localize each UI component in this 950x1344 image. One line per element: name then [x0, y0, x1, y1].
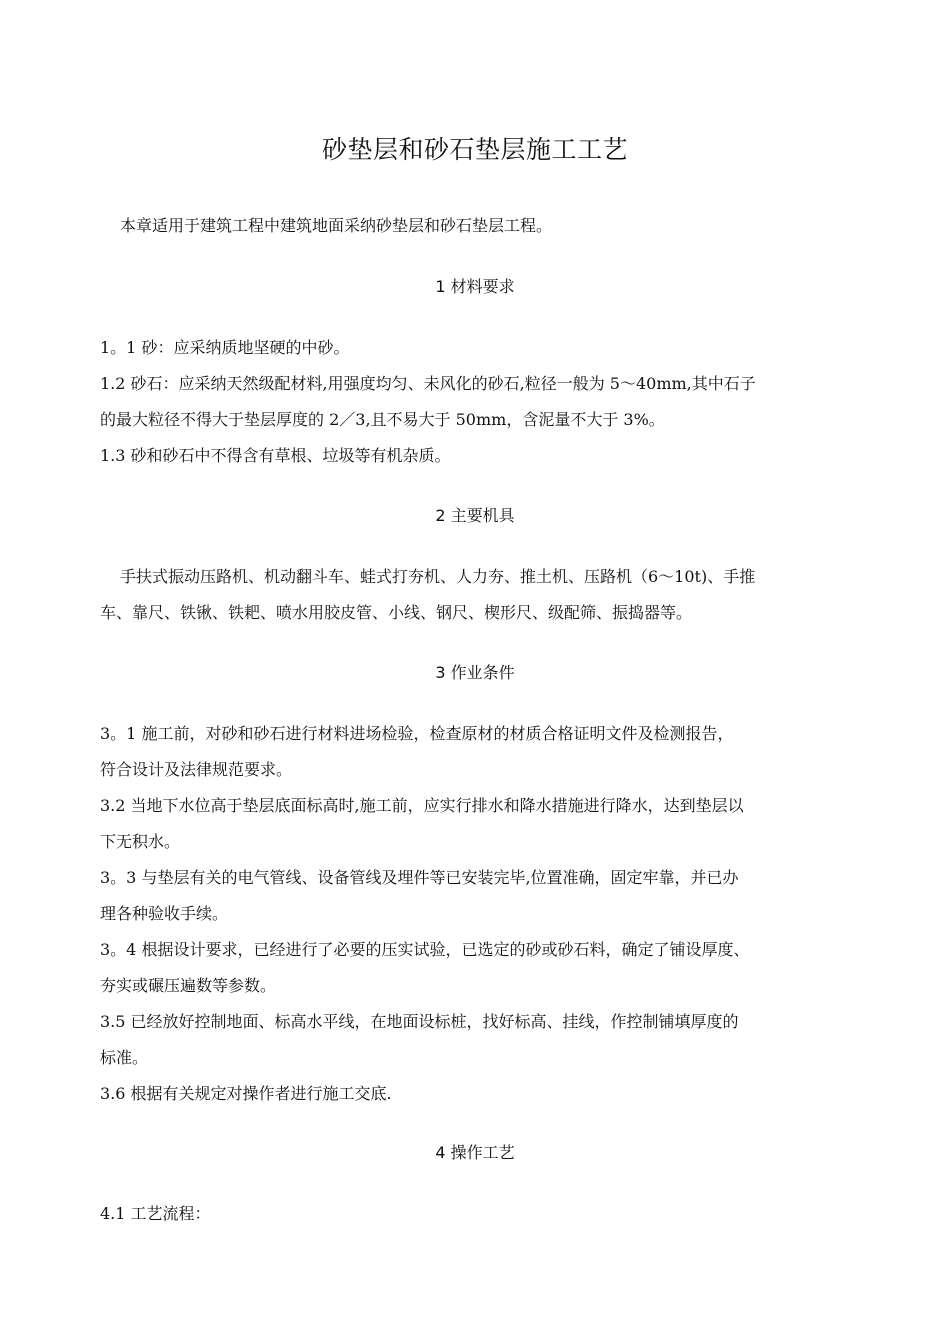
paragraph-line: 3.6 根据有关规定对操作者进行施工交底. — [100, 1084, 392, 1103]
paragraph-line: 标准。 — [100, 1048, 149, 1067]
paragraph-line: 1。1 砂：应采纳质地坚硬的中砂。 — [100, 338, 350, 357]
paragraph-line: 1.3 砂和砂石中不得含有草根、垃圾等有机杂质。 — [100, 446, 451, 465]
paragraph-line: 车、靠尺、铁锹、铁耙、喷水用胶皮管、小线、钢尺、楔形尺、级配筛、振捣器等。 — [100, 603, 693, 622]
paragraph-line: 3.5 已经放好控制地面、标高水平线，在地面设标桩，找好标高、挂线，作控制铺填厚度的 — [100, 1012, 739, 1031]
section-heading-conditions: 3 作业条件 — [435, 663, 515, 682]
paragraph-line: 3。1 施工前，对砂和砂石进行材料进场检验，检查原材的材质合格证明文件及检测报告， — [100, 724, 734, 743]
paragraph-line: 符合设计及法律规范要求。 — [100, 760, 293, 779]
section-heading-process: 4 操作工艺 — [435, 1143, 515, 1162]
document-title: 砂垫层和砂石垫层施工工艺 — [321, 135, 628, 164]
paragraph-line: 3。3 与垫层有关的电气管线、设备管线及埋件等已安装完毕,位置准确，固定牢靠，并已办 — [100, 868, 739, 887]
paragraph-line: 3.2 当地下水位高于垫层底面标高时,施工前，应实行排水和降水措施进行降水，达到垫层以 — [100, 796, 744, 815]
intro-paragraph: 本章适用于建筑工程中建筑地面采纳砂垫层和砂石垫层工程。 — [120, 216, 553, 235]
section-heading-equipment: 2 主要机具 — [435, 506, 515, 525]
paragraph-line: 3。4 根据设计要求，已经进行了必要的压实试验，已选定的砂或砂石料，确定了铺设厚度、 — [100, 940, 750, 959]
paragraph-line: 4.1 工艺流程： — [100, 1204, 211, 1223]
paragraph-line: 下无积水。 — [100, 832, 181, 851]
paragraph-line: 的最大粒径不得大于垫层厚度的 2／3,且不易大于 50mm，含泥量不大于 3%。 — [100, 410, 665, 429]
section-heading-materials: 1 材料要求 — [435, 277, 515, 296]
paragraph-line: 夯实或碾压遍数等参数。 — [100, 976, 277, 995]
paragraph-line: 理各种验收手续。 — [100, 904, 229, 923]
paragraph-line: 手扶式振动压路机、机动翻斗车、蛙式打夯机、人力夯、推土机、压路机（6～10t)、手推 — [120, 567, 756, 586]
paragraph-line: 1.2 砂石：应采纳天然级配材料,用强度均匀、未风化的砂石,粒径一般为 5～40mm,其中石子 — [100, 374, 756, 393]
